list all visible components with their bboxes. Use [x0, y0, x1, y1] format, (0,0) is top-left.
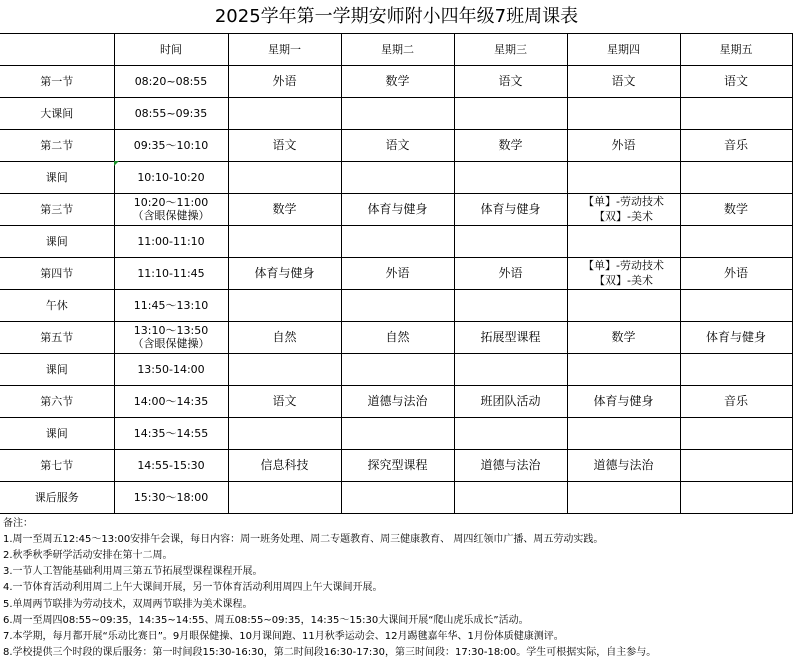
subject-alternating-line: 【双】-美术 — [594, 274, 653, 287]
subject-cell-fri[interactable] — [680, 289, 792, 321]
subject-cell-fri[interactable]: 数学 — [680, 193, 792, 225]
note-item: 1.周一至周五12:45～13:00安排午会课，每日内容：周一班务处理、周二专题教育、周三健康教育、 周四红领巾广播、周五劳动实践。 — [3, 533, 604, 545]
time-note: （含眼保健操） — [132, 209, 210, 222]
subject-cell-tue[interactable] — [341, 97, 454, 129]
subject-cell-fri[interactable]: 音乐 — [680, 129, 792, 161]
time-cell[interactable]: 09:35～10:10 — [114, 129, 228, 161]
period-cell[interactable]: 课后服务 — [0, 481, 114, 513]
subject-cell-thu[interactable] — [567, 353, 680, 385]
subject-cell-wed[interactable] — [454, 417, 567, 449]
subject-cell-mon[interactable]: 信息科技 — [228, 449, 341, 481]
subject-cell-thu[interactable]: 语文 — [567, 65, 680, 97]
note-item: 5.单周两节联排为劳动技术，双周两节联排为美术课程。 — [3, 598, 253, 610]
subject-cell-wed[interactable]: 班团队活动 — [454, 385, 567, 417]
note-item: 2.秋季秋季研学活动安排在第十二周。 — [3, 549, 173, 561]
subject-cell-mon[interactable] — [228, 481, 341, 513]
subject-cell-mon[interactable]: 外语 — [228, 65, 341, 97]
time-cell[interactable]: 14:35～14:55 — [114, 417, 228, 449]
subject-cell-mon[interactable] — [228, 353, 341, 385]
subject-cell-thu[interactable] — [567, 481, 680, 513]
header-day-wed[interactable]: 星期三 — [454, 34, 567, 65]
schedule-row — [0, 353, 792, 385]
subject-cell-thu[interactable] — [567, 193, 680, 225]
subject-cell-mon[interactable]: 语文 — [228, 129, 341, 161]
subject-cell-tue[interactable]: 探究型课程 — [341, 449, 454, 481]
header-blank-cell[interactable] — [0, 34, 114, 65]
subject-cell-wed[interactable]: 数学 — [454, 129, 567, 161]
subject-cell-tue[interactable] — [341, 417, 454, 449]
subject-cell-thu[interactable]: 外语 — [567, 129, 680, 161]
note-item: 8.学校提供三个时段的课后服务：第一时间段15:30-16:30，第二时间段16:30-17:30，第三时间段：17:30-18:00。学生可根据实际，自主参与。 — [3, 647, 657, 659]
subject-alternating-line: 【单】-劳动技术 — [583, 259, 664, 272]
time-cell[interactable]: 11:00-11:10 — [114, 225, 228, 257]
subject-cell-mon[interactable] — [228, 417, 341, 449]
note-item: 4.一节体育活动利用周二上午大课间开展，另一节体育活动利用周四上午大课间开展。 — [3, 582, 383, 594]
subject-cell-mon[interactable] — [228, 97, 341, 129]
subject-cell-tue[interactable] — [341, 225, 454, 257]
time-cell[interactable]: 15:30～18:00 — [114, 481, 228, 513]
subject-cell-fri[interactable] — [680, 353, 792, 385]
subject-cell-fri[interactable] — [680, 97, 792, 129]
schedule-row — [0, 385, 792, 417]
subject-cell-mon[interactable] — [228, 161, 341, 193]
schedule-row — [0, 225, 792, 257]
schedule-row — [0, 417, 792, 449]
subject-cell-fri[interactable] — [680, 481, 792, 513]
header-day-tue[interactable]: 星期二 — [341, 34, 454, 65]
subject-cell-fri[interactable]: 音乐 — [680, 385, 792, 417]
subject-cell-thu[interactable] — [567, 417, 680, 449]
period-cell[interactable]: 午休 — [0, 289, 114, 321]
subject-cell-tue[interactable] — [341, 481, 454, 513]
subject-cell-mon[interactable]: 数学 — [228, 193, 341, 225]
header-day-thu[interactable]: 星期四 — [567, 34, 680, 65]
schedule-row — [0, 449, 792, 481]
subject-cell-fri[interactable] — [680, 449, 792, 481]
time-range: 10:20～11:00 — [133, 196, 209, 209]
subject-cell-thu[interactable]: 道德与法治 — [567, 449, 680, 481]
time-cell[interactable]: 10:10-10:20 — [114, 161, 228, 193]
subject-cell-mon[interactable]: 体育与健身 — [228, 257, 341, 289]
subject-cell-thu[interactable] — [567, 289, 680, 321]
subject-cell-wed[interactable] — [454, 97, 567, 129]
subject-cell-wed[interactable] — [454, 353, 567, 385]
time-cell[interactable]: 14:55-15:30 — [114, 449, 228, 481]
note-item: 6.周一至周四08:55~09:35，14:35~14:55、周五08:55~09:35，14:35～15:30大课间开展“爬山虎乐成长”活动。 — [3, 614, 529, 626]
schedule-row — [0, 65, 792, 97]
subject-cell-thu[interactable] — [567, 161, 680, 193]
period-cell[interactable]: 课间 — [0, 161, 114, 193]
notes-heading: 备注： — [3, 517, 33, 529]
header-time[interactable]: 时间 — [114, 34, 228, 65]
schedule-table — [0, 34, 793, 514]
subject-cell-tue[interactable]: 数学 — [341, 65, 454, 97]
header-row — [0, 34, 792, 65]
subject-cell-wed[interactable] — [454, 289, 567, 321]
subject-cell-wed[interactable] — [454, 481, 567, 513]
schedule-row — [0, 193, 792, 225]
subject-cell-thu[interactable]: 数学 — [567, 321, 680, 353]
subject-cell-wed[interactable] — [454, 161, 567, 193]
time-cell[interactable] — [114, 193, 228, 225]
time-cell[interactable]: 08:20~08:55 — [114, 65, 228, 97]
notes-section — [0, 514, 793, 662]
subject-cell-fri[interactable] — [680, 417, 792, 449]
subject-alternating-line: 【单】-劳动技术 — [583, 195, 664, 208]
subject-cell-wed[interactable]: 道德与法治 — [454, 449, 567, 481]
period-cell[interactable]: 课间 — [0, 353, 114, 385]
period-cell[interactable]: 课间 — [0, 417, 114, 449]
period-cell[interactable]: 第二节 — [0, 129, 114, 161]
subject-cell-tue[interactable] — [341, 289, 454, 321]
subject-cell-mon[interactable]: 自然 — [228, 321, 341, 353]
period-cell[interactable]: 课间 — [0, 225, 114, 257]
period-cell[interactable]: 第三节 — [0, 193, 114, 225]
period-cell[interactable]: 第六节 — [0, 385, 114, 417]
time-note: （含眼保健操） — [132, 337, 210, 350]
note-item: 3.一节人工智能基础利用周三第五节拓展型课程课程开展。 — [3, 566, 263, 578]
subject-cell-wed[interactable]: 体育与健身 — [454, 193, 567, 225]
period-cell[interactable]: 第七节 — [0, 449, 114, 481]
subject-alternating-line: 【双】-美术 — [594, 210, 653, 223]
subject-cell-fri[interactable] — [680, 225, 792, 257]
subject-cell-tue[interactable] — [341, 353, 454, 385]
subject-cell-fri[interactable] — [680, 161, 792, 193]
subject-cell-fri[interactable]: 体育与健身 — [680, 321, 792, 353]
header-day-mon[interactable]: 星期一 — [228, 34, 341, 65]
schedule-row — [0, 129, 792, 161]
subject-cell-mon[interactable] — [228, 289, 341, 321]
subject-cell-wed[interactable]: 拓展型课程 — [454, 321, 567, 353]
subject-cell-thu[interactable]: 体育与健身 — [567, 385, 680, 417]
subject-cell-wed[interactable]: 外语 — [454, 257, 567, 289]
schedule-row — [0, 257, 792, 289]
time-range: 13:10～13:50 — [133, 324, 209, 337]
time-cell[interactable]: 14:00～14:35 — [114, 385, 228, 417]
subject-cell-thu[interactable] — [567, 225, 680, 257]
cell-comment-marker — [114, 161, 119, 166]
schedule-row — [0, 481, 792, 513]
subject-cell-wed[interactable] — [454, 225, 567, 257]
period-cell[interactable]: 第五节 — [0, 321, 114, 353]
time-cell[interactable]: 08:55~09:35 — [114, 97, 228, 129]
subject-cell-tue[interactable]: 体育与健身 — [341, 193, 454, 225]
subject-cell-mon[interactable]: 语文 — [228, 385, 341, 417]
schedule-row — [0, 289, 792, 321]
time-cell[interactable]: 13:50-14:00 — [114, 353, 228, 385]
page-title: 2025学年第一学期安师附小四年级7班周课表 — [0, 0, 793, 34]
time-cell[interactable] — [114, 321, 228, 353]
subject-cell-fri[interactable]: 外语 — [680, 257, 792, 289]
period-cell[interactable]: 大课间 — [0, 97, 114, 129]
subject-cell-tue[interactable]: 道德与法治 — [341, 385, 454, 417]
subject-cell-thu[interactable] — [567, 257, 680, 289]
subject-cell-wed[interactable]: 语文 — [454, 65, 567, 97]
subject-cell-tue[interactable]: 语文 — [341, 129, 454, 161]
subject-cell-tue[interactable]: 外语 — [341, 257, 454, 289]
note-item: 7.本学期，每月都开展“乐动比赛日”。9月眼保健操、10月课间跑、11月秋季运动会、12月踢毽嘉年华、1月份体质健康测评。 — [3, 630, 564, 642]
subject-cell-mon[interactable] — [228, 225, 341, 257]
period-cell[interactable]: 第四节 — [0, 257, 114, 289]
period-cell[interactable]: 第一节 — [0, 65, 114, 97]
time-cell[interactable]: 11:45～13:10 — [114, 289, 228, 321]
subject-cell-thu[interactable] — [567, 97, 680, 129]
schedule-row — [0, 321, 792, 353]
header-day-fri[interactable]: 星期五 — [680, 34, 792, 65]
subject-cell-tue[interactable]: 自然 — [341, 321, 454, 353]
time-cell[interactable]: 11:10-11:45 — [114, 257, 228, 289]
subject-cell-tue[interactable] — [341, 161, 454, 193]
schedule-row — [0, 97, 792, 129]
subject-cell-fri[interactable]: 语文 — [680, 65, 792, 97]
